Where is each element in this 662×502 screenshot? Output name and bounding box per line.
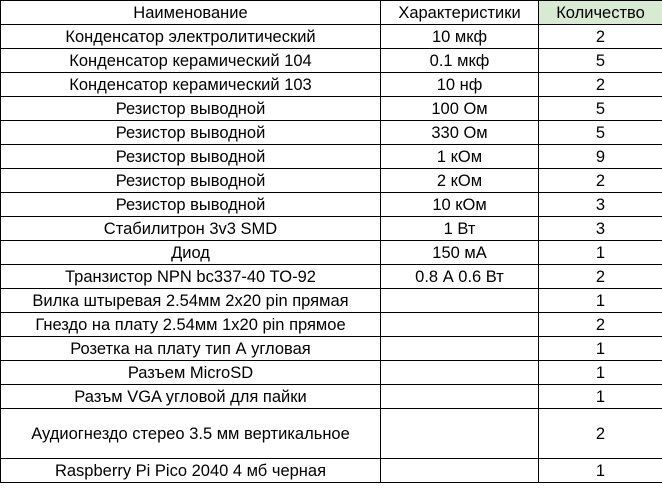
cell-qty: 5 (539, 121, 662, 145)
table-row (1, 25, 662, 49)
cell-name: Разъем MicroSD (1, 361, 381, 385)
cell-spec (381, 313, 539, 337)
cell-name: Raspberry Pi Pico 2040 4 мб черная (1, 459, 381, 483)
cell-name: Конденсатор электролитический (1, 25, 381, 49)
cell-qty: 1 (539, 459, 662, 483)
cell-qty: 1 (539, 385, 662, 409)
cell-spec: 0.8 А 0.6 Вт (381, 265, 539, 289)
table-row (1, 49, 662, 73)
cell-qty: 3 (539, 217, 662, 241)
cell-qty: 2 (539, 25, 662, 49)
cell-spec (381, 289, 539, 313)
cell-qty: 3 (539, 193, 662, 217)
header-name: Наименование (1, 1, 381, 25)
table-row (1, 193, 662, 217)
cell-qty: 2 (539, 169, 662, 193)
cell-spec (381, 409, 539, 459)
cell-spec: 10 нф (381, 73, 539, 97)
table-row (1, 313, 662, 337)
table-row (1, 73, 662, 97)
cell-qty: 1 (539, 241, 662, 265)
table-row (1, 97, 662, 121)
table-row (1, 169, 662, 193)
cell-name: Резистор выводной (1, 193, 381, 217)
cell-qty: 2 (539, 73, 662, 97)
table-row (1, 385, 662, 409)
cell-spec: 330 Ом (381, 121, 539, 145)
cell-name: Стабилитрон 3v3 SMD (1, 217, 381, 241)
table-row (1, 145, 662, 169)
table-row (1, 361, 662, 385)
cell-name: Разъм VGA угловой для пайки (1, 385, 381, 409)
table-row (1, 241, 662, 265)
cell-spec: 1 Вт (381, 217, 539, 241)
table-row (1, 265, 662, 289)
cell-qty: 9 (539, 145, 662, 169)
cell-spec (381, 385, 539, 409)
table-row (1, 121, 662, 145)
table-row (1, 337, 662, 361)
cell-name: Вилка штыревая 2.54мм 2x20 pin прямая (1, 289, 381, 313)
cell-spec: 100 Ом (381, 97, 539, 121)
cell-name: Конденсатор керамический 104 (1, 49, 381, 73)
cell-name: Резистор выводной (1, 97, 381, 121)
cell-spec: 0.1 мкф (381, 49, 539, 73)
table-row (1, 459, 662, 483)
cell-qty: 2 (539, 265, 662, 289)
cell-name: Аудиогнездо стерео 3.5 мм вертикальное (1, 409, 381, 459)
cell-qty: 5 (539, 49, 662, 73)
cell-qty: 5 (539, 97, 662, 121)
cell-spec (381, 459, 539, 483)
cell-name: Резистор выводной (1, 145, 381, 169)
cell-name: Транзистор NPN bc337-40 TO-92 (1, 265, 381, 289)
cell-qty: 2 (539, 313, 662, 337)
table-row (1, 289, 662, 313)
cell-spec: 2 кОм (381, 169, 539, 193)
header-row (1, 1, 662, 25)
cell-name: Диод (1, 241, 381, 265)
cell-spec: 150 мА (381, 241, 539, 265)
cell-spec (381, 337, 539, 361)
cell-name: Резистор выводной (1, 121, 381, 145)
cell-qty: 1 (539, 337, 662, 361)
header-spec: Характеристики (381, 1, 539, 25)
table-row (1, 409, 662, 459)
table-row (1, 217, 662, 241)
cell-qty: 1 (539, 361, 662, 385)
cell-qty: 2 (539, 409, 662, 459)
cell-qty: 1 (539, 289, 662, 313)
cell-spec: 10 кОм (381, 193, 539, 217)
cell-spec: 10 мкф (381, 25, 539, 49)
header-qty: Количество (539, 1, 662, 25)
cell-spec: 1 кОм (381, 145, 539, 169)
cell-spec (381, 361, 539, 385)
cell-name: Розетка на плату тип А угловая (1, 337, 381, 361)
cell-name: Резистор выводной (1, 169, 381, 193)
cell-name: Конденсатор керамический 103 (1, 73, 381, 97)
cell-name: Гнездо на плату 2.54мм 1x20 pin прямое (1, 313, 381, 337)
